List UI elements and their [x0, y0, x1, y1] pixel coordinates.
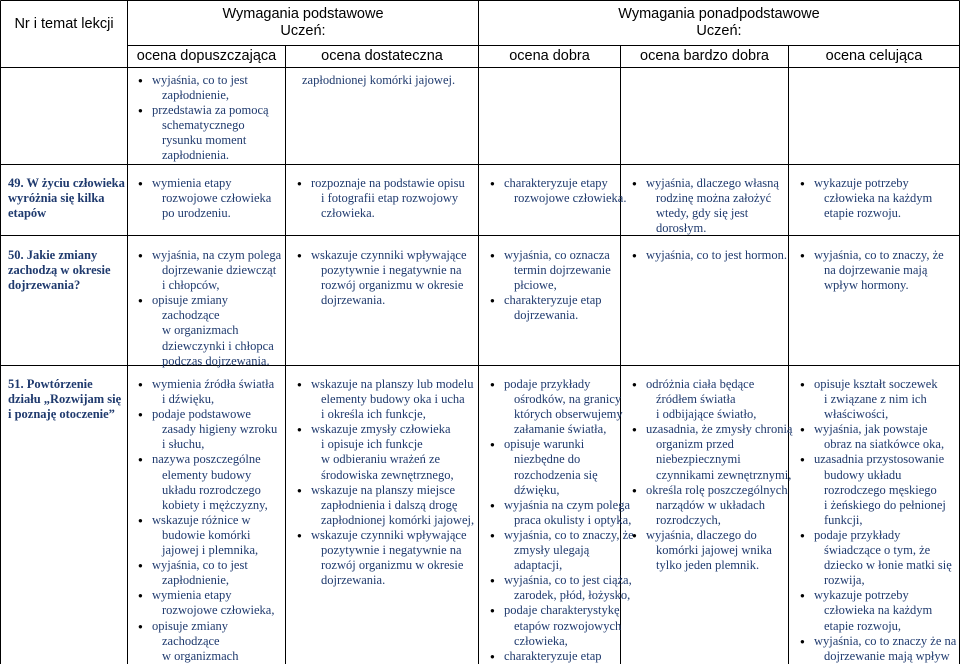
row-3-grade-2: [297, 377, 474, 588]
requirement-continuation: właściwości,: [824, 407, 889, 422]
requirement-item: ● podaje charakterystykę: [490, 603, 634, 618]
requirement-continuation: rozwojowe człowieka: [162, 191, 272, 206]
requirement-continuation: rozwojowe człowieka.: [514, 191, 627, 206]
requirement-continuation: wtedy, gdy się jest: [656, 206, 749, 221]
requirement-continuation: schematycznego: [162, 118, 245, 133]
requirement-item: ● wskazuje na planszy miejsce: [297, 483, 474, 498]
topic-line: działu „Rozwijam się: [8, 392, 122, 406]
header-topic-column: Nr i temat lekcji: [14, 16, 114, 32]
requirement-item: ● wyjaśnia, dlaczego własną: [632, 176, 779, 191]
requirement-continuation: czynnikami zewnętrznymi,: [656, 467, 792, 482]
requirement-continuation: w organizmach: [162, 323, 239, 338]
requirement-continuation: zapłodnionej komórki jajowej.: [302, 73, 456, 87]
requirement-item: ● charakteryzuje etapy: [490, 176, 626, 191]
requirement-continuation: narządów w układach: [656, 497, 765, 512]
requirement-continuation: i chłopców,: [162, 278, 220, 293]
requirement-item: ● wyjaśnia, co to znaczy, że: [800, 248, 944, 263]
row-2-grade-2: [297, 248, 467, 308]
topic-line: 49. W życiu człowieka: [8, 176, 125, 190]
requirement-continuation: rysunku moment: [162, 133, 247, 148]
requirement-item: ● wskazuje zmysły człowieka: [297, 422, 474, 437]
requirement-continuation: funkcji,: [824, 512, 863, 527]
requirement-continuation: elementy budowy: [162, 467, 252, 482]
requirement-continuation: etapów rozwojowych: [514, 618, 622, 633]
requirement-item: ● opisuje kształt soczewek: [800, 377, 956, 392]
requirement-continuation: rodzinę można założyć: [656, 191, 772, 206]
requirement-item: ● wyjaśnia, co to jest: [138, 558, 277, 573]
requirement-continuation: rozwój organizmu w okresie: [321, 278, 464, 293]
requirement-item: ● opisuje zmiany: [138, 619, 277, 634]
requirement-continuation: niezbędne do: [514, 452, 581, 467]
requirement-continuation: dojrzewania.: [321, 293, 386, 308]
requirement-continuation: termin dojrzewanie: [514, 263, 611, 278]
requirement-continuation: w organizmach: [162, 648, 239, 663]
requirement-item: ● wyjaśnia, dlaczego do: [632, 528, 792, 543]
requirement-continuation: rozwija,: [824, 573, 865, 588]
requirement-continuation: układu rozrodczego: [162, 482, 261, 497]
requirement-continuation: wpływ hormony.: [824, 278, 909, 293]
requirement-item: ● uzasadnia, że zmysły chronią: [632, 422, 792, 437]
requirement-continuation: dorosłym.: [656, 221, 707, 236]
requirement-continuation: dojrzewanie mają wpływ: [824, 648, 950, 663]
row-0-grade-1: [138, 73, 269, 164]
requirement-continuation: dźwięku,: [514, 482, 560, 497]
requirement-continuation: budowy układu: [824, 467, 902, 482]
requirement-item: ● określa rolę poszczególnych: [632, 483, 792, 498]
header-grade-excellent: ocena celująca: [825, 48, 923, 64]
topic-line: etapów: [8, 206, 47, 220]
requirement-continuation: płciowe,: [514, 278, 557, 293]
row-1-grade-1: [138, 176, 271, 221]
requirement-item: ● wyjaśnia, co to jest hormon.: [632, 248, 787, 263]
requirement-continuation: świadczące o tym, że: [824, 543, 931, 558]
requirement-item: ● wyjaśnia, na czym polega: [138, 248, 281, 263]
requirement-continuation: zapłodnienie,: [162, 573, 229, 588]
requirement-continuation: pozytywnie i negatywnie na: [321, 263, 462, 278]
requirement-continuation: załamanie światła,: [514, 422, 607, 437]
requirement-item: ● wskazuje czynniki wpływające: [297, 248, 467, 263]
topic-line: i poznaję otoczenie”: [8, 407, 115, 421]
row-3-topic: [8, 377, 121, 422]
requirement-item: ● nazywa poszczególne: [138, 452, 277, 467]
requirement-continuation: etapie rozwoju,: [824, 618, 902, 633]
requirement-continuation: dziecko w łonie matki się: [824, 558, 952, 573]
topic-line: 51. Powtórzenie: [8, 377, 93, 391]
header-advanced-student: Uczeń:: [696, 23, 742, 39]
requirement-continuation: etapie rozwoju.: [824, 206, 902, 221]
requirement-continuation: źródłem światła: [656, 392, 736, 407]
requirement-item: ● opisuje warunki: [490, 437, 634, 452]
requirement-continuation: zapłodnienia.: [162, 148, 229, 163]
requirement-continuation: i opisuje ich funkcje: [321, 437, 423, 452]
header-grade-satisfactory: ocena dostateczna: [321, 48, 443, 64]
requirement-continuation: człowieka na każdym: [824, 603, 933, 618]
header-basic-student: Uczeń:: [280, 23, 326, 39]
requirement-item: ● wyjaśnia na czym polega: [490, 498, 634, 513]
requirement-item: ● charakteryzuje etap: [490, 649, 634, 664]
requirement-item: ● wymienia źródła światła: [138, 377, 277, 392]
requirement-item: ● wyjaśnia, co oznacza: [490, 248, 611, 263]
requirement-continuation: zachodzące: [162, 308, 220, 323]
requirement-continuation: zapłodnionej komórki jajowej,: [321, 512, 475, 527]
row-2-grade-4: [632, 248, 787, 263]
requirement-continuation: zmysły ulegają: [514, 543, 590, 558]
header-grade-sufficient: ocena dopuszczająca: [136, 48, 277, 64]
requirement-continuation: których obserwujemy: [514, 407, 623, 422]
row-2-grade-1: [138, 248, 281, 369]
requirement-item: ● przedstawia za pomocą: [138, 103, 269, 118]
requirement-continuation: rozchodzenia się: [514, 467, 598, 482]
requirement-item: ● wskazuje czynniki wpływające: [297, 528, 474, 543]
row-2-grade-5: [800, 248, 944, 293]
requirement-continuation: zasady higieny wzroku: [162, 422, 278, 437]
requirement-item: ● wykazuje potrzeby: [800, 176, 932, 191]
requirement-continuation: i żeńskiego do pełnionej: [824, 497, 946, 512]
requirement-continuation: tylko jeden plemnik.: [656, 558, 760, 573]
requirement-item: ● wyjaśnia, co to jest ciąża,: [490, 573, 634, 588]
requirement-continuation: i fotografii etap rozwojowy: [321, 191, 459, 206]
requirement-continuation: i określa ich funkcje,: [321, 407, 426, 422]
requirement-continuation: kobiety i mężczyzny,: [162, 497, 268, 512]
requirement-continuation: dojrzewania.: [514, 308, 579, 323]
requirement-continuation: dziewczynki i chłopca: [162, 338, 274, 353]
topic-line: zachodzą w okresie: [8, 263, 111, 277]
row-2-grade-3: [490, 248, 611, 323]
header-advanced-requirements: Wymagania ponadpodstawowe: [618, 6, 820, 22]
requirement-continuation: zapłodnienia i dalszą drogę: [321, 497, 458, 512]
row-1-grade-4: [632, 176, 779, 236]
requirement-item: ● wykazuje potrzeby: [800, 588, 956, 603]
requirement-continuation: ośrodków, na granicy: [514, 392, 622, 407]
requirement-continuation: i odbijające światło,: [656, 407, 757, 422]
requirement-item: ● uzasadnia przystosowanie: [800, 452, 956, 467]
requirement-item: ● wskazuje różnice w: [138, 513, 277, 528]
requirement-continuation: dojrzewanie dziewcząt: [162, 263, 277, 278]
requirement-item: ● podaje przykłady: [490, 377, 634, 392]
requirement-continuation: zachodzące: [162, 633, 220, 648]
requirement-continuation: i związane z nim ich: [824, 392, 927, 407]
requirement-continuation: w odbieraniu wrażeń ze: [321, 452, 441, 467]
requirement-item: ● podaje przykłady: [800, 528, 956, 543]
row-2-topic: [8, 248, 111, 293]
requirement-item: ● opisuje zmiany: [138, 293, 281, 308]
requirement-continuation: rozwój organizmu w okresie: [321, 558, 464, 573]
requirement-item: ● wymienia etapy: [138, 176, 271, 191]
requirement-continuation: człowieka na każdym: [824, 191, 933, 206]
requirement-continuation: elementy budowy oka i ucha: [321, 392, 465, 407]
requirement-item: ● odróżnia ciała będące: [632, 377, 792, 392]
requirement-continuation: adaptacji,: [514, 558, 563, 573]
requirement-continuation: komórki jajowej wnika: [656, 543, 772, 558]
requirement-continuation: dojrzewania.: [321, 573, 386, 588]
requirement-item: ● wskazuje na planszy lub modelu: [297, 377, 474, 392]
requirement-item: ● rozpoznaje na podstawie opisu: [297, 176, 465, 191]
requirement-continuation: obraz na siatkówce oka,: [824, 437, 945, 452]
row-0-grade-2: [302, 73, 455, 88]
requirement-item: ● wyjaśnia, co to jest: [138, 73, 269, 88]
requirement-continuation: człowieka.: [321, 206, 375, 221]
requirement-continuation: rozrodczych,: [656, 512, 721, 527]
requirement-continuation: i słuchu,: [162, 437, 205, 452]
requirement-continuation: organizm przed: [656, 437, 734, 452]
topic-line: 50. Jakie zmiany: [8, 248, 98, 262]
header-basic-requirements: Wymagania podstawowe: [222, 6, 384, 22]
requirement-item: ● wyjaśnia, jak powstaje: [800, 422, 956, 437]
row-1-topic: [8, 176, 125, 221]
requirement-continuation: pozytywnie i negatywnie na: [321, 543, 462, 558]
row-1-grade-3: [490, 176, 626, 206]
requirement-continuation: rozwojowe człowieka,: [162, 603, 275, 618]
requirement-continuation: jajowej i plemnika,: [162, 543, 259, 558]
requirement-continuation: zapłodnienie,: [162, 88, 229, 103]
requirement-item: ● wyjaśnia, co to znaczy, że: [490, 528, 634, 543]
requirement-continuation: i dźwięku,: [162, 392, 215, 407]
requirement-continuation: praca okulisty i optyka,: [514, 512, 632, 527]
requirement-continuation: po urodzeniu.: [162, 206, 231, 221]
requirement-continuation: zarodek, płód, łożysko,: [514, 588, 631, 603]
row-3-grade-1: [138, 377, 277, 664]
row-3-grade-5: [800, 377, 956, 664]
requirement-continuation: podczas dojrzewania.: [162, 353, 270, 368]
requirement-item: ● charakteryzuje etap: [490, 293, 611, 308]
requirement-item: ● wymienia etapy: [138, 588, 277, 603]
row-3-grade-4: [632, 377, 792, 573]
requirement-continuation: na dojrzewanie mają: [824, 263, 928, 278]
requirement-continuation: budowie komórki: [162, 527, 251, 542]
requirement-item: ● podaje podstawowe: [138, 407, 277, 422]
row-1-grade-5: [800, 176, 932, 221]
requirement-item: ● wyjaśnia, co to znaczy że na: [800, 634, 956, 649]
topic-line: dojrzewania?: [8, 278, 81, 292]
requirement-continuation: niebezpiecznymi: [656, 452, 741, 467]
requirement-continuation: człowieka,: [514, 633, 568, 648]
header-grade-good: ocena dobra: [509, 48, 590, 64]
header-grade-very-good: ocena bardzo dobra: [640, 48, 769, 64]
row-1-grade-2: [297, 176, 465, 221]
row-3-grade-3: [490, 377, 634, 664]
requirement-continuation: rozrodczego męskiego: [824, 482, 937, 497]
requirement-continuation: środowiska zewnętrznego,: [321, 467, 454, 482]
topic-line: wyróżnia się kilka: [8, 191, 105, 205]
